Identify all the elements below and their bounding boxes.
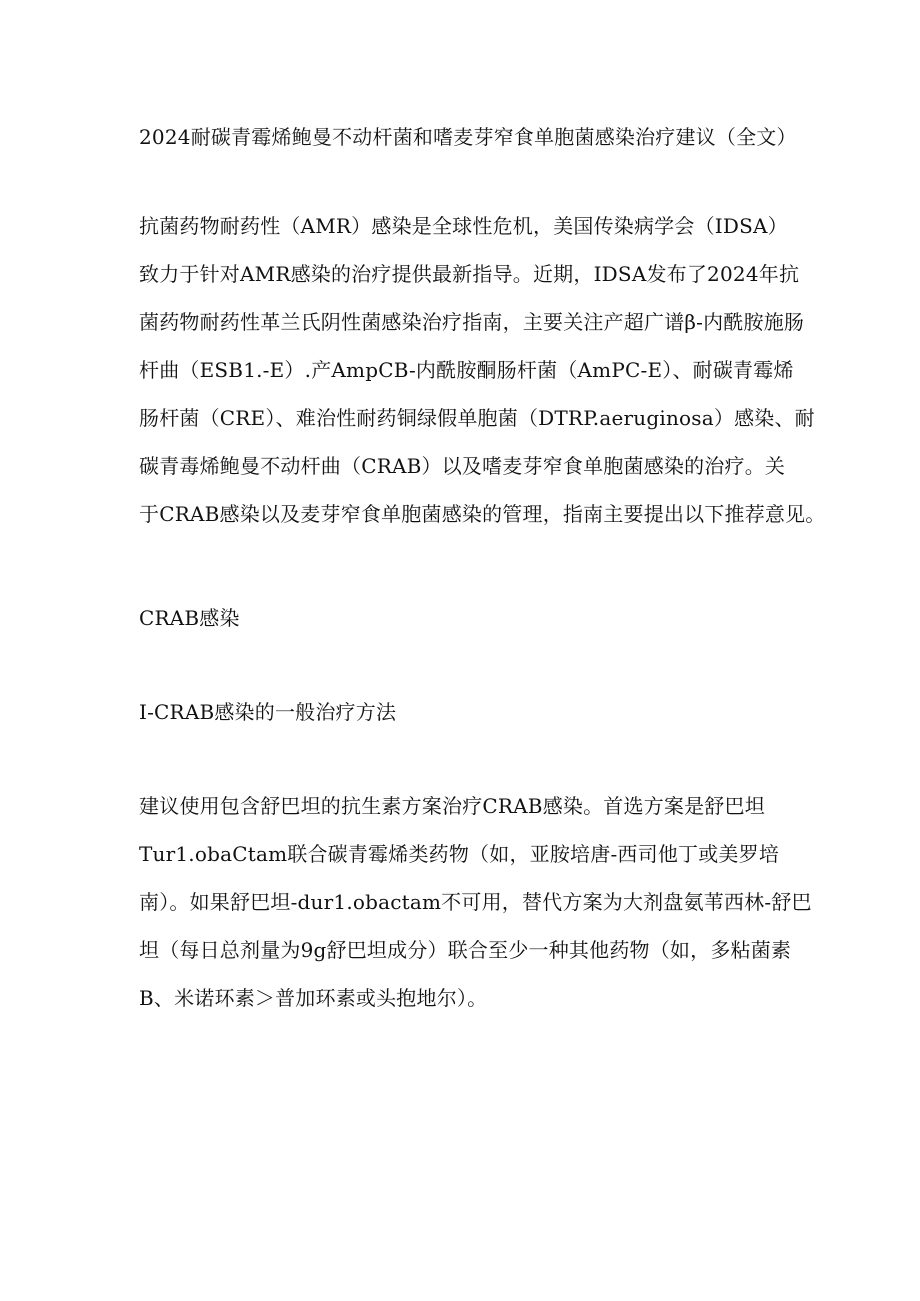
document-title [139, 113, 799, 161]
intro-paragraph [139, 202, 826, 538]
recommendation-paragraph [139, 782, 812, 1022]
intro-line: 碳青毒烯鲍曼不动杆曲（CRAB）以及嗜麦芽窄食单胞菌感染的治疗。关 [139, 454, 786, 478]
recommendation-line: Tur1.obaCtam联合碳青霉烯类药物（如，亚胺培唐-西司他丁或美罗培 [139, 842, 780, 866]
intro-line: 杆曲（ESB1.-E）.产AmpCB-内酰胺酮肠杆菌（AmPC-E）、耐碳青霉烯 [139, 358, 794, 382]
recommendation-line: 南）。如果舒巴坦-dur1.obactam不可用，替代方案为大剂盘氨苇西林-舒巴 [139, 890, 812, 914]
recommendation-line: 坦（每日总剂量为9g舒巴坦成分）联合至少一种其他药物（如，多粘菌素 [139, 938, 792, 962]
recommendation-line: B、米诺环素＞普加环素或头抱地尔）。 [139, 986, 488, 1010]
intro-line: 肠杆菌（CRE）、难治性耐药铜绿假单胞菌（DTRP.aeruginosa）感染、耐 [139, 406, 815, 430]
section-heading-crab [139, 594, 799, 642]
intro-line: 菌药物耐药性革兰氏阴性菌感染治疗指南，主要关注产超广谱β-内酰胺施肠 [139, 310, 805, 334]
recommendation-line: 建议使用包含舒巴坦的抗生素方案治疗CRAB感染。首选方案是舒巴坦 [139, 794, 765, 818]
subsection-heading-general-treatment [139, 688, 799, 736]
subsection-heading-text: I-CRAB感染的一般治疗方法 [139, 700, 397, 724]
intro-line: 于CRAB感染以及麦芽窄食单胞菌感染的管理，指南主要提出以下推荐意见。 [139, 502, 826, 526]
intro-line: 抗菌药物耐药性（AMR）感染是全球性危机，美国传染病学会（IDSA） [139, 214, 788, 238]
intro-line: 致力于针对AMR感染的治疗提供最新指导。近期，IDSA发布了2024年抗 [139, 262, 800, 286]
title-text: 2024耐碳青霉烯鲍曼不动杆菌和嗜麦芽窄食单胞菌感染治疗建议（全文） [139, 125, 797, 149]
section-heading-text: CRAB感染 [139, 606, 240, 630]
